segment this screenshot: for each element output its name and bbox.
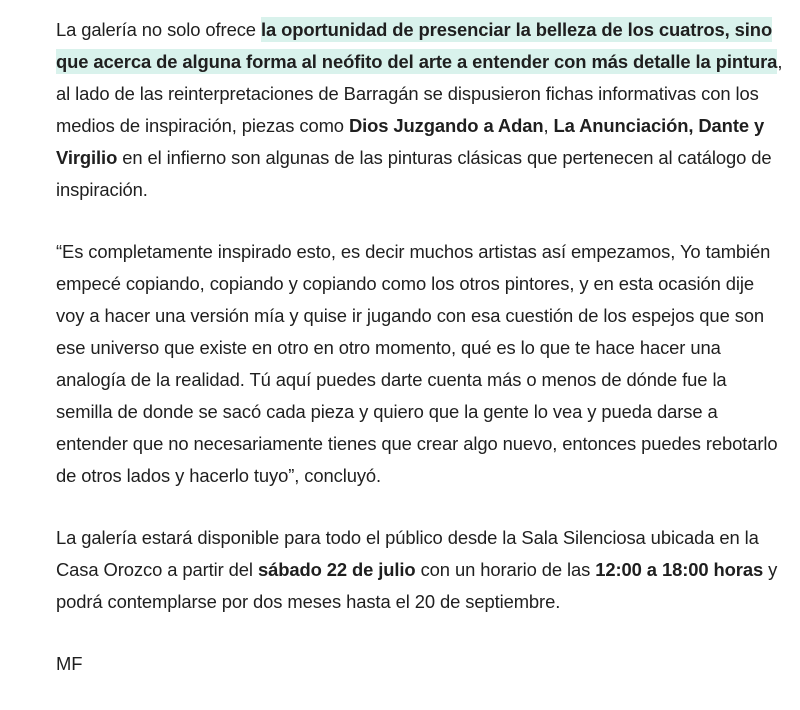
opening-hours: 12:00 a 18:00 horas (595, 559, 764, 580)
article-body (56, 14, 786, 710)
paragraph-text: La galería no solo ofrece (56, 19, 261, 40)
author-signature: MF (56, 653, 83, 674)
paragraph-text: , al lado de las reinterpretaciones de Barragán se dispusieron fichas informativas con los medios de inspiración, piezas como (56, 51, 783, 136)
highlighted-quote: la oportunidad de presenciar la belleza de los cuatros, sino que acerca de alguna forma al neófito del arte a entender con más detalle la pintura (56, 19, 778, 72)
paragraph-gallery-description (56, 14, 786, 206)
painting-title-dios-juzgando: Dios Juzgando a Adan (348, 115, 544, 136)
paragraph-text: con un horario de las (415, 559, 596, 580)
paragraph-text: y podrá contemplarse por dos meses hasta el 20 de septiembre. (56, 559, 778, 612)
paragraph-text: , (543, 115, 554, 136)
paragraph-text: en el infierno son algunas de las pinturas clásicas que pertenecen al catálogo de inspiración. (56, 147, 772, 200)
paragraph-schedule (56, 522, 786, 618)
paragraph-text: La galería estará disponible para todo el público desde la Sala Silenciosa ubicada en la Casa Orozco a partir del (56, 527, 759, 580)
opening-date: sábado 22 de julio (257, 559, 416, 580)
paragraph-artist-quote: “Es completamente inspirado esto, es decir muchos artistas así empezamos, Yo también empecé copiando, copiando y copiando como los otros pintores, y en esta ocasión dije voy a hacer una versión mía y quise ir jugando con esa cuestión de los espejos que son ese universo que existe en otro en otro momento, qué es lo que te hace hacer una analogía de la realidad. Tú aquí puedes darte cuenta más o menos de dónde fue la semilla de donde se sacó cada pieza y quiero que la gente lo vea y pueda darse a entender que no necesariamente tienes que crear algo nuevo, entonces puedes rebotarlo de otros lados y hacerlo tuyo”, concluyó. (56, 241, 778, 486)
painting-title-anunciacion-dante: La Anunciación, Dante y Virgilio (56, 115, 765, 168)
